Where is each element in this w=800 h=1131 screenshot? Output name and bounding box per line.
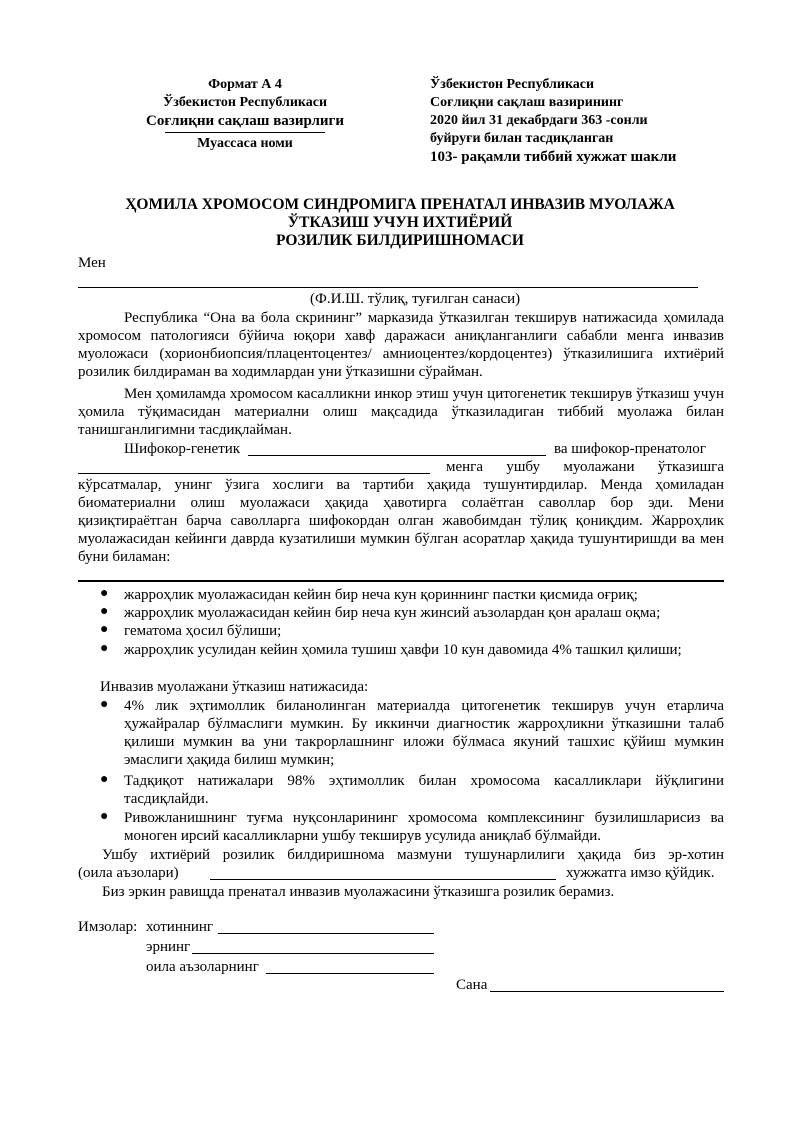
document-form-number: 103- рақамли тиббий хужжат шакли [430,149,677,165]
bullet-icon: ● [100,772,109,787]
explanation-label: менга ушбу муолажани ўтказишга [446,459,724,475]
prenatologist-field-line[interactable] [78,473,430,474]
signed-label: хужжатга имзо қўйдик. [566,865,715,881]
wife-signature-line[interactable] [218,933,434,934]
fio-caption: (Ф.И.Ш. тўлиқ, туғилган санаси) [310,291,521,307]
paragraph-3-rest: кўрсатмалар, унинг ўзига хослиги ва тартиби ҳақида тушунтирдилар. Менда ҳомиладан биоматериални олиш муолажаси ҳақида ҳавотирга солаётган саволлар бор эди. Мени қизиқтираётган барча саволларга шифокордан олган жавобимдан тўлиқ қониқдим. Жарроҳлик муолажасидан кейинги даврда кузатилиши мумкин бўлган асоратлар ҳақида тушунтиришди ва мен буни биламан: [78,477,724,565]
approval-line-3: 2020 йил 31 декабрдаги 363 -сонли [430,113,648,128]
family-signature-line[interactable] [266,973,434,974]
document-title [78,196,722,250]
geneticist-label: Шифокор-генетик [124,441,241,457]
prenatologist-label: ва шифокор-пренатолог [554,441,706,457]
signatures-label: Имзолар: [78,919,138,935]
title-line-1: ҲОМИЛА ХРОМОСОМ СИНДРОМИГА ПРЕНАТАЛ ИНВАЗИВ МУОЛАЖА [125,196,675,213]
husband-signature-line[interactable] [192,953,434,954]
bullet-icon: ● [100,604,109,619]
men-label: Мен [78,255,106,271]
spouses-field-line[interactable] [210,879,556,880]
list-item: Тадқиқот натижалари 98% эҳтимоллик билан хромосома касалликлари йўқлигини тасдиқлайди. [124,773,724,807]
format-label: Формат А 4 [208,77,282,92]
ministry-label: Соғлиқни сақлаш вазирлиги [146,113,344,129]
date-label: Сана [456,977,488,993]
paragraph-1: Республика “Она ва бола скрининг” марказида ўтказилган текширув натижасида ҳомилада хромосом патологияси бўйича юқори хавф даражаси аниқланганлиги сабабли менга инвазив муоложаси (хорионбиопсия/плацентоцентез/ амниоцентез/кордоцентез) ўтказилишига ихтиёрий розилик билдираман ва ходимлардан уни ўтказишни сўрайман. [78,310,724,380]
geneticist-field-line[interactable] [248,455,546,456]
list-item: жарроҳлик муолажасидан кейин бир неча кун жинсий аъзолардан қон аралаш оқма; [124,605,661,621]
list-item: жарроҳлик усулидан кейин ҳомила тушиш ҳавфи 10 кун давомида 4% ташкил қилиши; [124,642,682,658]
list-item: гематома ҳосил бўлиши; [124,623,282,639]
results-intro: Инвазив муолажани ўтказиш натижасида: [100,679,369,695]
approval-line-1: Ўзбекистон Республикаси [430,77,595,92]
institution-name-line[interactable] [165,132,325,133]
paragraph-2: Мен ҳомиламда хромосом касалликни инкор этиш учун цитогенетик текширув ўтказиш учун ҳомила тўқимасидан материални олиш мақсадида ўтказиладиган тиббий муолажа билан танишганлигимни тасдиқлайман. [78,386,724,438]
bullet-icon: ● [100,641,109,656]
header-right [430,76,750,166]
republic-label: Ўзбекистон Республикаси [162,95,328,110]
section-divider [78,580,724,582]
title-line-3: РОЗИЛИК БИЛДИРИШНОМАСИ [276,232,524,249]
paragraph-5: Биз эркин равищда пренатал инвазив муолажасини ўтказишга розилик берамиз. [102,884,615,900]
husband-signature-label: эрнинг [146,939,191,955]
bullet-icon: ● [100,697,109,712]
institution-label: Муассаса номи [197,136,293,151]
wife-signature-label: хотиннинг [146,919,214,935]
list-item: 4% лик эҳтимоллик биланолинган материалда цитогенетик текширув учун етарлича ҳужайралар бўлмаслиги мумкин. Бу иккинчи диагностик жарроҳликни ўтказишни талаб қилиши мумкин ва уни такрорлашнинг иложи бўлмаса якуний ташхис қўйиш мумкин эмаслиги ҳақида билиш мумкин; [124,698,724,768]
bullet-icon: ● [100,809,109,824]
bullet-icon: ● [100,622,109,637]
approval-line-4: буйруғи билан тасдиқланган [430,131,614,146]
date-field-line[interactable] [490,991,724,992]
approval-line-2: Соғлиқни сақлаш вазирининг [430,95,624,110]
fio-field-line[interactable] [78,287,698,288]
family-members-label: (оила аъзолари) [78,865,179,881]
list-item: Ривожланишнинг туғма нуқсонларининг хромосома комплексининг бузилишларисиз ва моноген ирсий касалликларни ушбу текширув усулида аниқлаб бўлмайди. [124,810,724,844]
header-left [120,76,370,153]
bullet-icon: ● [100,586,109,601]
title-line-2: ЎТКАЗИШ УЧУН ИХТИЁРИЙ [287,214,513,231]
family-signature-label: оила аъзоларнинг [146,959,259,975]
list-item: жарроҳлик муолажасидан кейин бир неча кун қориннинг пастки қисмида оғриқ; [124,587,638,603]
paragraph-4-line-1: Ушбу ихтиёрий розилик билдиришнома мазмуни тушунарлилиги ҳақида биз эр-хотин [102,847,724,863]
